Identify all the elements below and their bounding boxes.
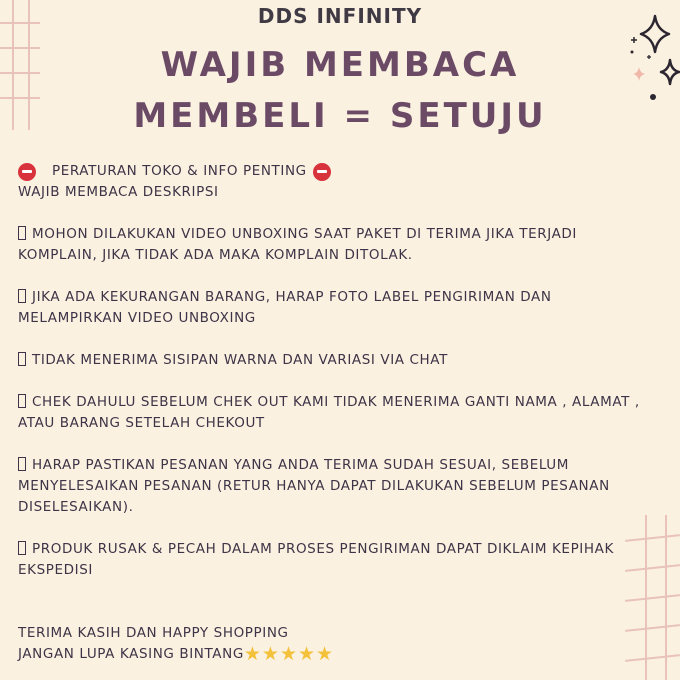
- closing-block: [18, 623, 658, 665]
- closing-rating-reminder: JANGAN LUPA KASING BINTANG: [18, 646, 244, 662]
- closing-thanks: TERIMA KASIH DAN HAPPY SHOPPING: [18, 625, 289, 641]
- headline-buy-agree: MEMBELI = SETUJU: [133, 96, 547, 136]
- no-entry-icon: [313, 163, 331, 181]
- bullet-box-icon: [18, 541, 26, 555]
- bullet-box-icon: [18, 352, 26, 366]
- bullet-box-icon: [18, 226, 26, 240]
- bullet-box-icon: [18, 457, 26, 471]
- star-rating-icon: ★★★★★: [243, 643, 335, 665]
- rule-text: HARAP PASTIKAN PESANAN YANG ANDA TERIMA SUDAH SESUAI, SEBELUM MENYELESAIKAN PESANAN (RETUR HANYA DAPAT DILAKUKAN SEBELUM PESANAN DISELESAIKAN).: [18, 457, 610, 515]
- notice-title: PERATURAN TOKO & INFO PENTING: [52, 163, 307, 179]
- rule-text: PRODUK RUSAK & PECAH DALAM PROSES PENGIRIMAN DAPAT DIKLAIM KEPIHAK EKSPEDISI: [18, 541, 614, 578]
- list-item: [18, 455, 658, 518]
- notice-block: [18, 161, 658, 203]
- rules-list: [18, 224, 658, 602]
- rule-text: JIKA ADA KEKURANGAN BARANG, HARAP FOTO LABEL PENGIRIMAN DAN MELAMPIRKAN VIDEO UNBOXING: [18, 289, 552, 326]
- list-item: [18, 350, 658, 371]
- rule-text: TIDAK MENERIMA SISIPAN WARNA DAN VARIASI VIA CHAT: [32, 352, 448, 368]
- no-entry-icon: [18, 163, 36, 181]
- list-item: [18, 224, 658, 266]
- bullet-box-icon: [18, 394, 26, 408]
- rule-text: CHEK DAHULU SEBELUM CHEK OUT KAMI TIDAK MENERIMA GANTI NAMA , ALAMAT , ATAU BARANG SETELAH CHEKOUT: [18, 394, 640, 431]
- list-item: [18, 287, 658, 329]
- list-item: [18, 539, 658, 581]
- bullet-box-icon: [18, 289, 26, 303]
- notice-subtitle: WAJIB MEMBACA DESKRIPSI: [18, 184, 219, 200]
- rule-text: MOHON DILAKUKAN VIDEO UNBOXING SAAT PAKET DI TERIMA JIKA TERJADI KOMPLAIN, JIKA TIDAK ADA MAKA KOMPLAIN DITOLAK.: [18, 226, 577, 263]
- headline-must-read: WAJIB MEMBACA: [160, 45, 520, 85]
- store-name: DDS INFINITY: [257, 4, 423, 28]
- list-item: [18, 392, 658, 434]
